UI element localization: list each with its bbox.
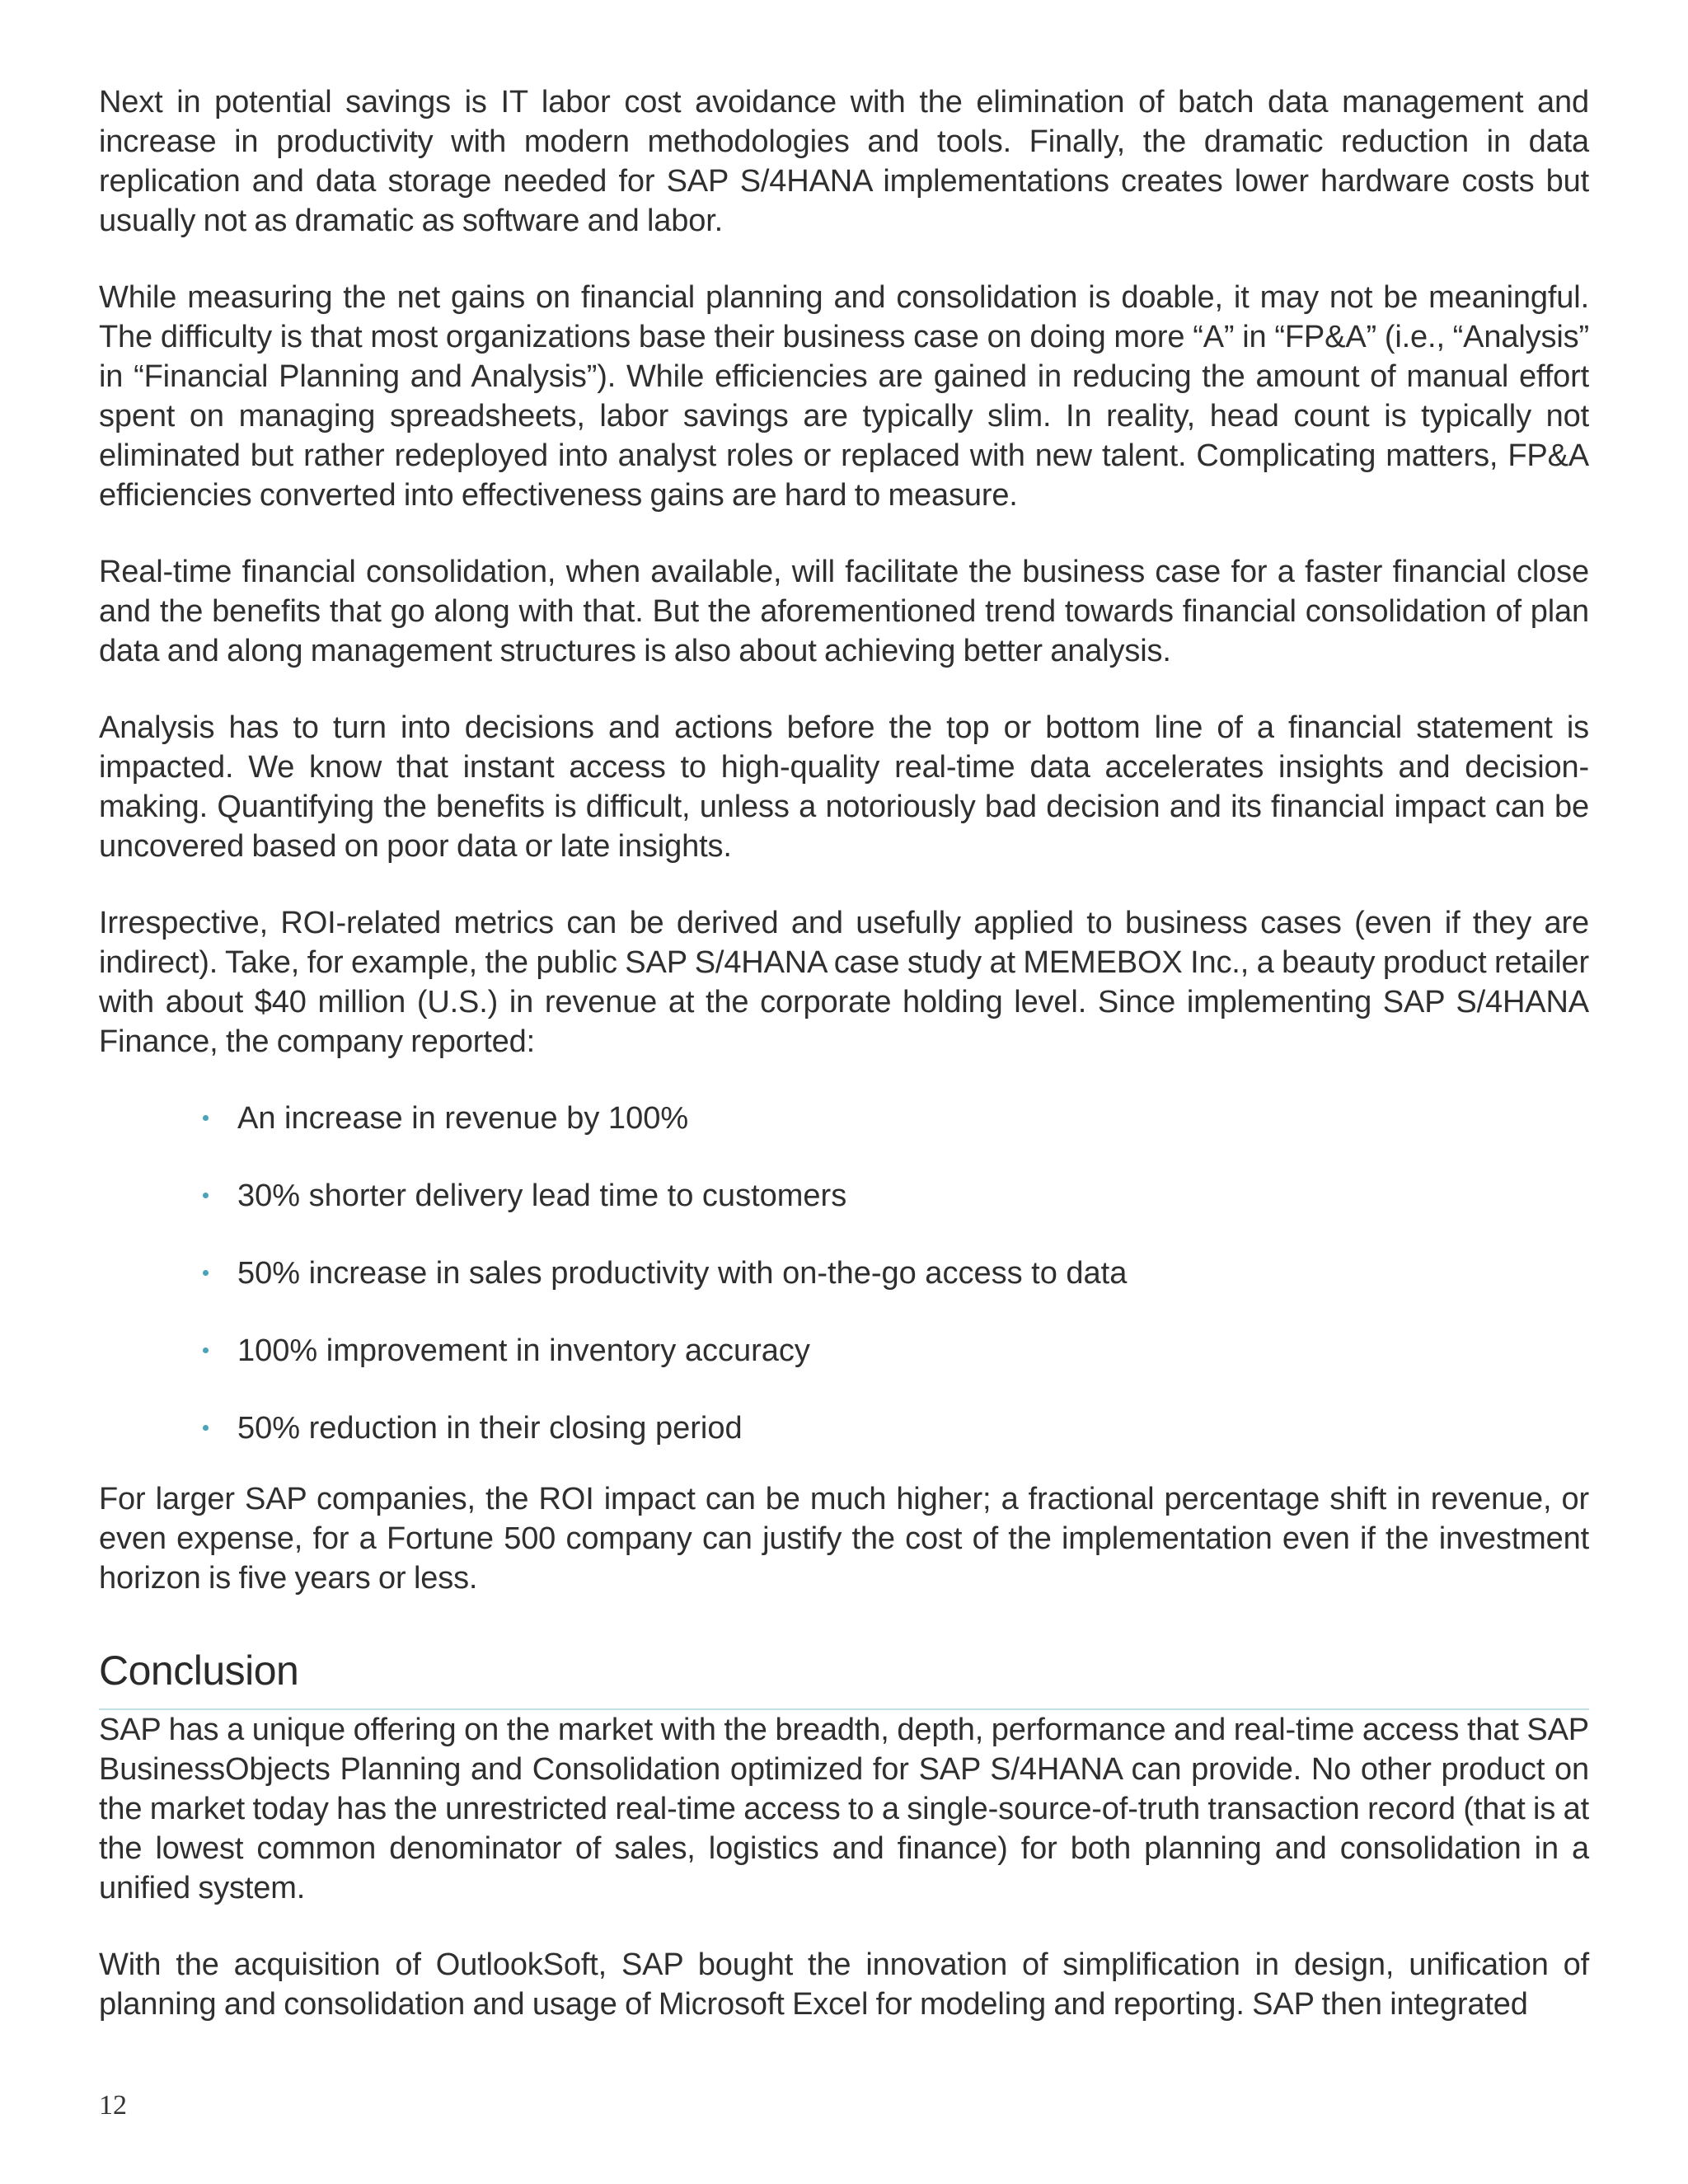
bullet-icon (203, 1270, 209, 1276)
body-paragraph: Real-time financial consolidation, when available, will facilitate the business case for a faster financial close and the benefits that go along with that. But the aforementioned trend towards financial consolidation of plan data and along management structures is also about achieving better analysis. (99, 555, 1589, 668)
bullet-icon (203, 1347, 209, 1353)
bullet-icon (203, 1425, 209, 1431)
bullet-icon (203, 1193, 209, 1198)
list-item-text: 100% improvement in inventory accuracy (237, 1333, 810, 1368)
body-paragraph: Analysis has to turn into decisions and actions before the top or bottom line of a financial statement is impacted. We know that instant access to high-quality real-time data accelerates insights and decision-making. Quantifying the benefits is difficult, unless a notoriously bad decision and its financial impact can be uncovered based on poor data or late insights. (99, 710, 1589, 864)
list-item-text: 30% shorter delivery lead time to customers (237, 1179, 847, 1213)
body-paragraph: Next in potential savings is IT labor cost avoidance with the elimination of batch data management and increase in productivity with modern methodologies and tools. Finally, the dramatic reduction in data replication and data storage needed for SAP S/4HANA implementations creates lower hardware costs but usually not as dramatic as software and labor. (99, 85, 1589, 238)
results-bullet-list (99, 1099, 1589, 1448)
list-item (203, 1331, 1589, 1371)
list-item (203, 1254, 1589, 1293)
list-item-text: An increase in revenue by 100% (237, 1101, 689, 1136)
body-paragraph: While measuring the net gains on financial planning and consolidation is doable, it may not be meaningful. The difficulty is that most organizations base their business case on doing more “A” in “FP&A” (i.e., “Analysis” in “Financial Planning and Analysis”). While efficiencies are gained in reducing the amount of manual effort spent on managing spreadsheets, labor savings are typically slim. In reality, head count is typically not eliminated but rather redeployed into analyst roles or replaced with new talent. Complicating matters, FP&A efficiencies converted into effectiveness gains are hard to measure. (99, 280, 1589, 513)
bullet-icon (203, 1115, 209, 1121)
document-page (99, 82, 1589, 2061)
list-item (203, 1176, 1589, 1216)
conclusion-paragraph: SAP has a unique offering on the market with the breadth, depth, performance and real-time access that SAP BusinessObjects Planning and Consolidation optimized for SAP S/4HANA can provide. No other product on the market today has the unrestricted real-time access to a single-source-of-truth transaction record (that is at the lowest common denominator of sales, logistics and finance) for both planning and consolidation in a unified system. (99, 1713, 1589, 1905)
list-item (203, 1408, 1589, 1448)
conclusion-paragraph: With the acquisition of OutlookSoft, SAP bought the innovation of simplification in design, unification of planning and consolidation and usage of Microsoft Excel for modeling and reporting. SAP then integrated (99, 1947, 1589, 2022)
body-paragraph: Irrespective, ROI-related metrics can be derived and usefully applied to business cases (even if they are indirect). Take, for example, the public SAP S/4HANA case study at MEMEBOX Inc., a beauty product retailer with about $40 million (U.S.) in revenue at the corporate holding level. Since implementing SAP S/4HANA Finance, the company reported: (99, 906, 1589, 1059)
list-item-text: 50% reduction in their closing period (237, 1411, 743, 1446)
list-item-text: 50% increase in sales productivity with on-the-go access to data (237, 1256, 1128, 1291)
body-paragraph: For larger SAP companies, the ROI impact can be much higher; a fractional percentage shift in revenue, or even expense, for a Fortune 500 company can justify the cost of the implementation even if the investment horizon is five years or less. (99, 1482, 1589, 1596)
page-number: 12 (99, 2090, 127, 2121)
section-heading-conclusion: Conclusion (99, 1646, 1589, 1710)
list-item (203, 1099, 1589, 1138)
